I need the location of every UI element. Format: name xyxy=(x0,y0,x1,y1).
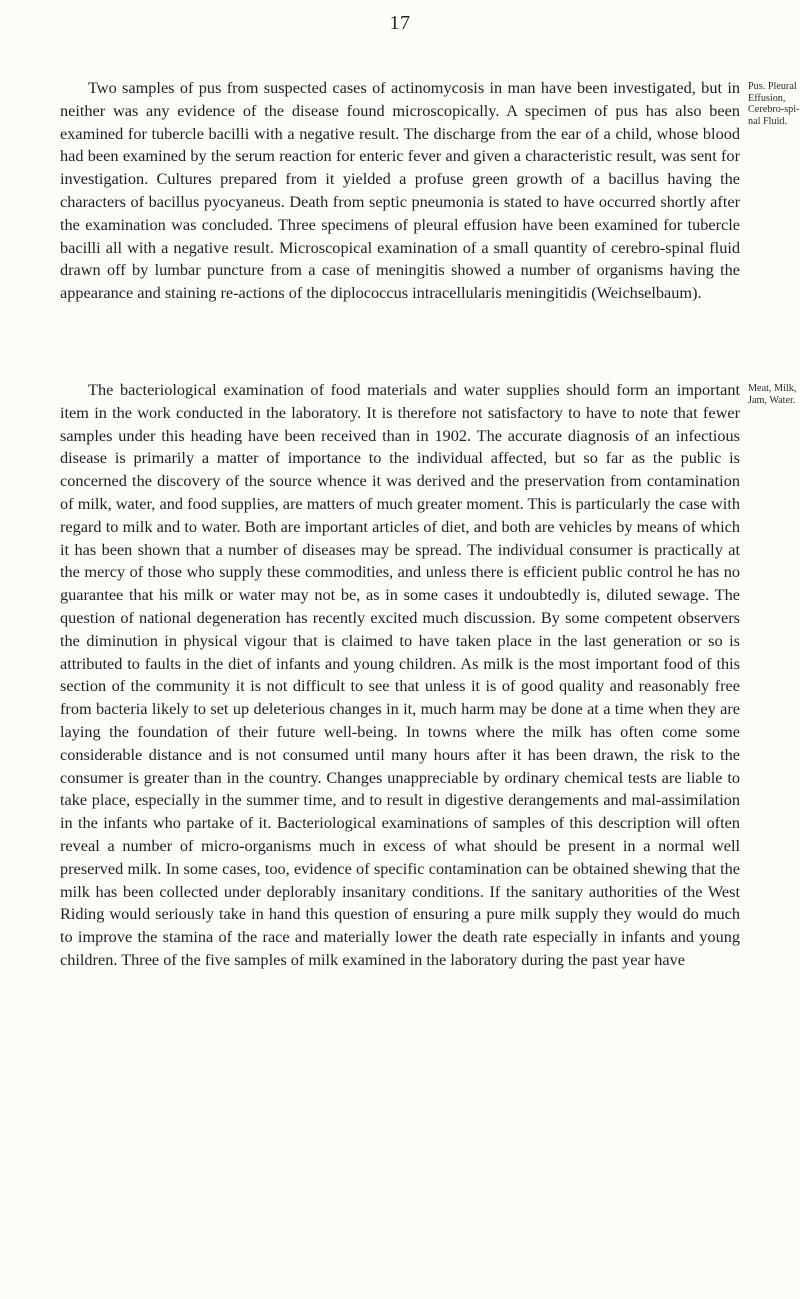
margin-note-line: Pus. Pleural xyxy=(748,81,797,92)
page-number: 17 xyxy=(389,12,411,34)
margin-note-line: Jam, Water. xyxy=(748,394,796,406)
margin-note-line: Effusion, xyxy=(748,92,786,104)
margin-note-line: nal Fluid. xyxy=(748,115,788,127)
margin-note-line: Meat, Milk, xyxy=(748,383,797,394)
paragraph-specimens: Two samples of pus from suspected cases of actinomycosis in man have been investigated, but in neither was any evidence of the disease found microscopically. A specimen of pus has also been examined for tubercle bacilli with a negative result. The discharge from the ear of a child, whose blood had been examined by the serum reaction for enteric fever and given a characteristic result, was sent for investigation. Cultures prepared from it yielded a profuse green growth of a bacillus having the characters of bacillus pyocyaneus. Death from septic pneumonia is stated to have occurred shortly after the examination was concluded. Three specimens of pleural effusion have been examined for tubercle bacilli all with a negative result. Microscopical examination of a small quantity of cerebro-spinal fluid drawn off by lumbar puncture from a case of meningitis showed a number of organisms having the appearance and staining re-actions of the diplococcus intracellularis meningitidis (Weichselbaum). xyxy=(60,78,740,303)
margin-note-line: Cerebro-spi- xyxy=(748,104,800,116)
paragraph-food-water: The bacteriological examination of food materials and water supplies should form an important item in the work conducted in the laboratory. It is therefore not satisfactory to have to note that fewer samples under this heading have been received than in 1902. The accurate diagnosis of an infectious disease is primarily a matter of importance to the individual affected, but so far as the public is concerned the discovery of the source whence it was derived and the preservation from contamination of milk, water, and food supplies, are matters of much greater moment. This is particularly the case with regard to milk and to water. Both are important articles of diet, and both are vehicles by means of which it has been shown that a number of diseases may be spread. The individual consumer is practically at the mercy of those who supply these commodities, and unless there is efficient public control he has no guarantee that his milk or water may not be, as in some cases it undoubtedly is, diluted sewage. The question of national degeneration has recently excited much discussion. By some competent observers the diminution in physical vigour that is claimed to have taken place in the last generation or so is attributed to faults in the diet of infants and young children. As milk is the most important food of this section of the community it is not difficult to see that unless it is of good quality and reasonably free from bacteria likely to set up deleterious changes in it, much harm may be done at a time when they are laying the foundation of their future well-being. In towns where the milk has often come some considerable distance and is not consumed until many hours after it has been drawn, the risk to the consumer is greater than in the country. Changes unappreciable by ordinary chemical tests are liable to take place, especially in the summer time, and to result in digestive derangements and mal-assimilation in the infants who partake of it. Bacteriological examinations of samples of this description will often reveal a number of micro-organisms much in excess of what should be present in a normal well preserved milk. In some cases, too, evidence of specific contamination can be obtained shewing that the milk has been collected under deplorably insanitary conditions. If the sanitary authorities of the West Riding would seriously take in hand this question of ensuring a pure milk supply they would do much to improve the stamina of the race and materially lower the death rate especially in infants and young children. Three of the five samples of milk examined in the laboratory during the past year have xyxy=(60,380,740,969)
margin-note-meat-milk xyxy=(748,383,800,406)
margin-note-pus-pleural xyxy=(748,81,800,127)
